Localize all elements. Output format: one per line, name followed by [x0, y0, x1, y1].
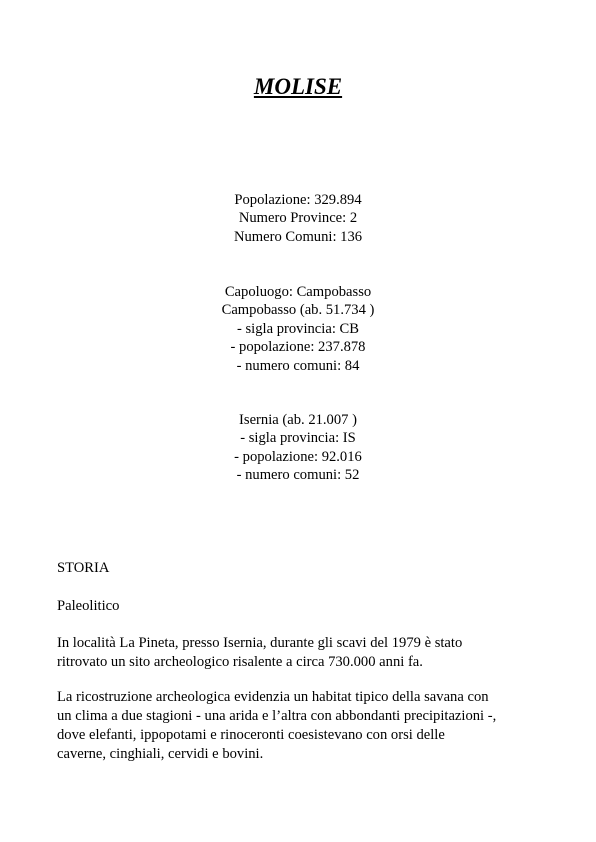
- paragraph-line: un clima a due stagioni - una arida e l’altra con abbondanti precipitazioni -,: [57, 708, 497, 724]
- stat-population: Popolazione: 329.894: [234, 192, 362, 208]
- isernia-info: [0, 411, 596, 485]
- region-stats: [0, 191, 596, 246]
- campobasso-inhabitants: Campobasso (ab. 51.734 ): [221, 302, 375, 319]
- paragraph-line: In località La Pineta, presso Isernia, durante gli scavi del 1979 è stato: [57, 635, 463, 651]
- section-heading-storia: STORIA: [57, 560, 110, 576]
- isernia-population: - popolazione: 92.016: [234, 448, 362, 465]
- paragraph-line: La ricostruzione archeologica evidenzia un habitat tipico della savana con: [57, 689, 489, 705]
- campobasso-population: - popolazione: 237.878: [230, 339, 366, 356]
- campobasso-municipalities: - numero comuni: 84: [236, 357, 360, 374]
- paragraph-line: caverne, cinghiali, cervidi e bovini.: [57, 746, 264, 762]
- campobasso-info: [0, 283, 596, 375]
- paragraph-discovery: [57, 634, 547, 672]
- stat-provinces: Numero Province: 2: [238, 210, 358, 227]
- paragraph-line: dove elefanti, ippopotami e rinoceronti coesistevano con orsi delle: [57, 727, 445, 743]
- paragraph-line: ritrovato un sito archeologico risalente a circa 730.000 anni fa.: [57, 654, 423, 670]
- campobasso-code: - sigla provincia: CB: [236, 320, 359, 337]
- paragraph-habitat: [57, 688, 547, 764]
- page-title: MOLISE: [253, 74, 343, 99]
- capital-line: Capoluogo: Campobasso: [224, 284, 372, 300]
- stat-municipalities: Numero Comuni: 136: [233, 228, 363, 245]
- subsection-heading-paleolitico: Paleolitico: [57, 598, 120, 614]
- isernia-code: - sigla provincia: IS: [240, 430, 356, 447]
- isernia-municipalities: - numero comuni: 52: [236, 467, 360, 484]
- isernia-inhabitants: Isernia (ab. 21.007 ): [239, 412, 357, 428]
